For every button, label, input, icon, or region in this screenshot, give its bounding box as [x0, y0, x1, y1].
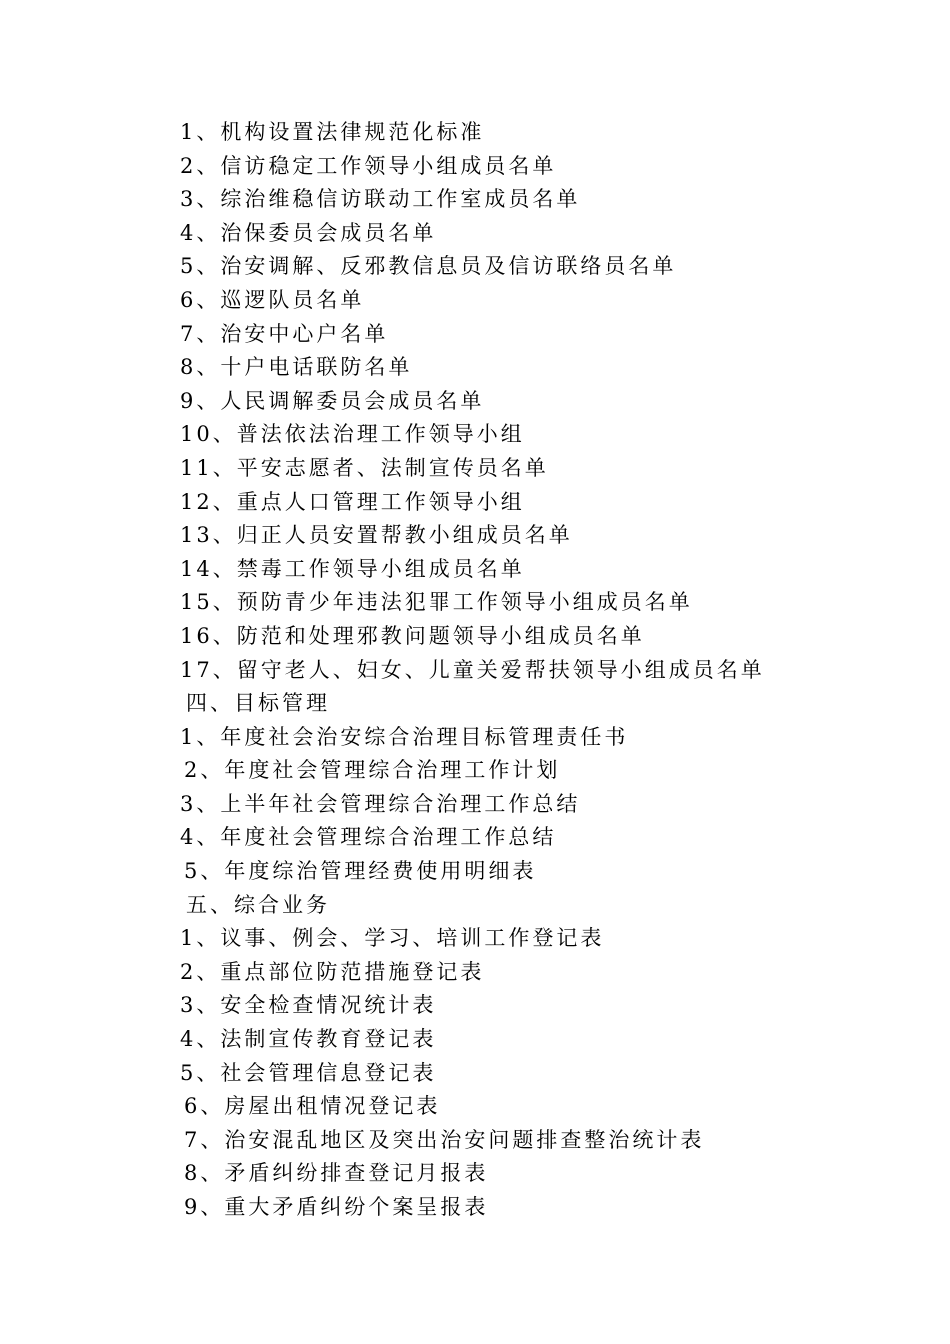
- list-item: 15、预防青少年违法犯罪工作领导小组成员名单: [180, 590, 693, 615]
- list-item: 3、上半年社会管理综合治理工作总结: [180, 791, 581, 816]
- list-item: 4、法制宣传教育登记表: [180, 1027, 437, 1052]
- list-item: 17、留守老人、妇女、儿童关爱帮扶领导小组成员名单: [180, 657, 765, 682]
- list-item: 9、重大矛盾纠纷个案呈报表: [184, 1195, 489, 1219]
- list-item: 6、房屋出租情况登记表: [184, 1094, 441, 1119]
- list-item: 8、矛盾纠纷排查登记月报表: [184, 1161, 489, 1186]
- list-item: 5、社会管理信息登记表: [180, 1060, 437, 1085]
- list-item: 4、治保委员会成员名单: [180, 220, 437, 245]
- list-item: 2、年度社会管理综合治理工作计划: [184, 758, 561, 783]
- list-item: 1、议事、例会、学习、培训工作登记表: [180, 926, 605, 951]
- list-item: 14、禁毒工作领导小组成员名单: [180, 556, 525, 581]
- list-item: 1、年度社会治安综合治理目标管理责任书: [180, 724, 629, 749]
- section-heading-goal-management: 四、目标管理: [186, 691, 330, 716]
- list-item: 5、年度综治管理经费使用明细表: [184, 859, 537, 884]
- list-item: 4、年度社会管理综合治理工作总结: [180, 825, 557, 850]
- list-item: 11、平安志愿者、法制宣传员名单: [180, 455, 549, 480]
- list-item: 6、巡逻队员名单: [180, 287, 365, 312]
- list-item: 16、防范和处理邪教问题领导小组成员名单: [180, 623, 645, 648]
- list-item: 7、治安混乱地区及突出治安问题排查整治统计表: [184, 1127, 705, 1152]
- list-item: 10、普法依法治理工作领导小组: [180, 422, 525, 447]
- list-item: 8、十户电话联防名单: [180, 355, 413, 380]
- list-item: 13、归正人员安置帮教小组成员名单: [180, 523, 573, 548]
- list-item: 7、治安中心户名单: [180, 321, 389, 346]
- list-item: 3、安全检查情况统计表: [180, 993, 437, 1018]
- list-item: 1、机构设置法律规范化标准: [180, 120, 485, 144]
- list-item: 5、治安调解、反邪教信息员及信访联络员名单: [180, 254, 677, 279]
- list-item: 2、重点部位防范措施登记表: [180, 959, 485, 984]
- list-item: 2、信访稳定工作领导小组成员名单: [180, 153, 557, 178]
- list-item: 12、重点人口管理工作领导小组: [180, 489, 525, 514]
- document-list: [180, 116, 900, 1225]
- list-item: 9、人民调解委员会成员名单: [180, 388, 485, 413]
- section-heading-comprehensive-business: 五、综合业务: [186, 892, 330, 917]
- list-item: 3、综治维稳信访联动工作室成员名单: [180, 187, 581, 212]
